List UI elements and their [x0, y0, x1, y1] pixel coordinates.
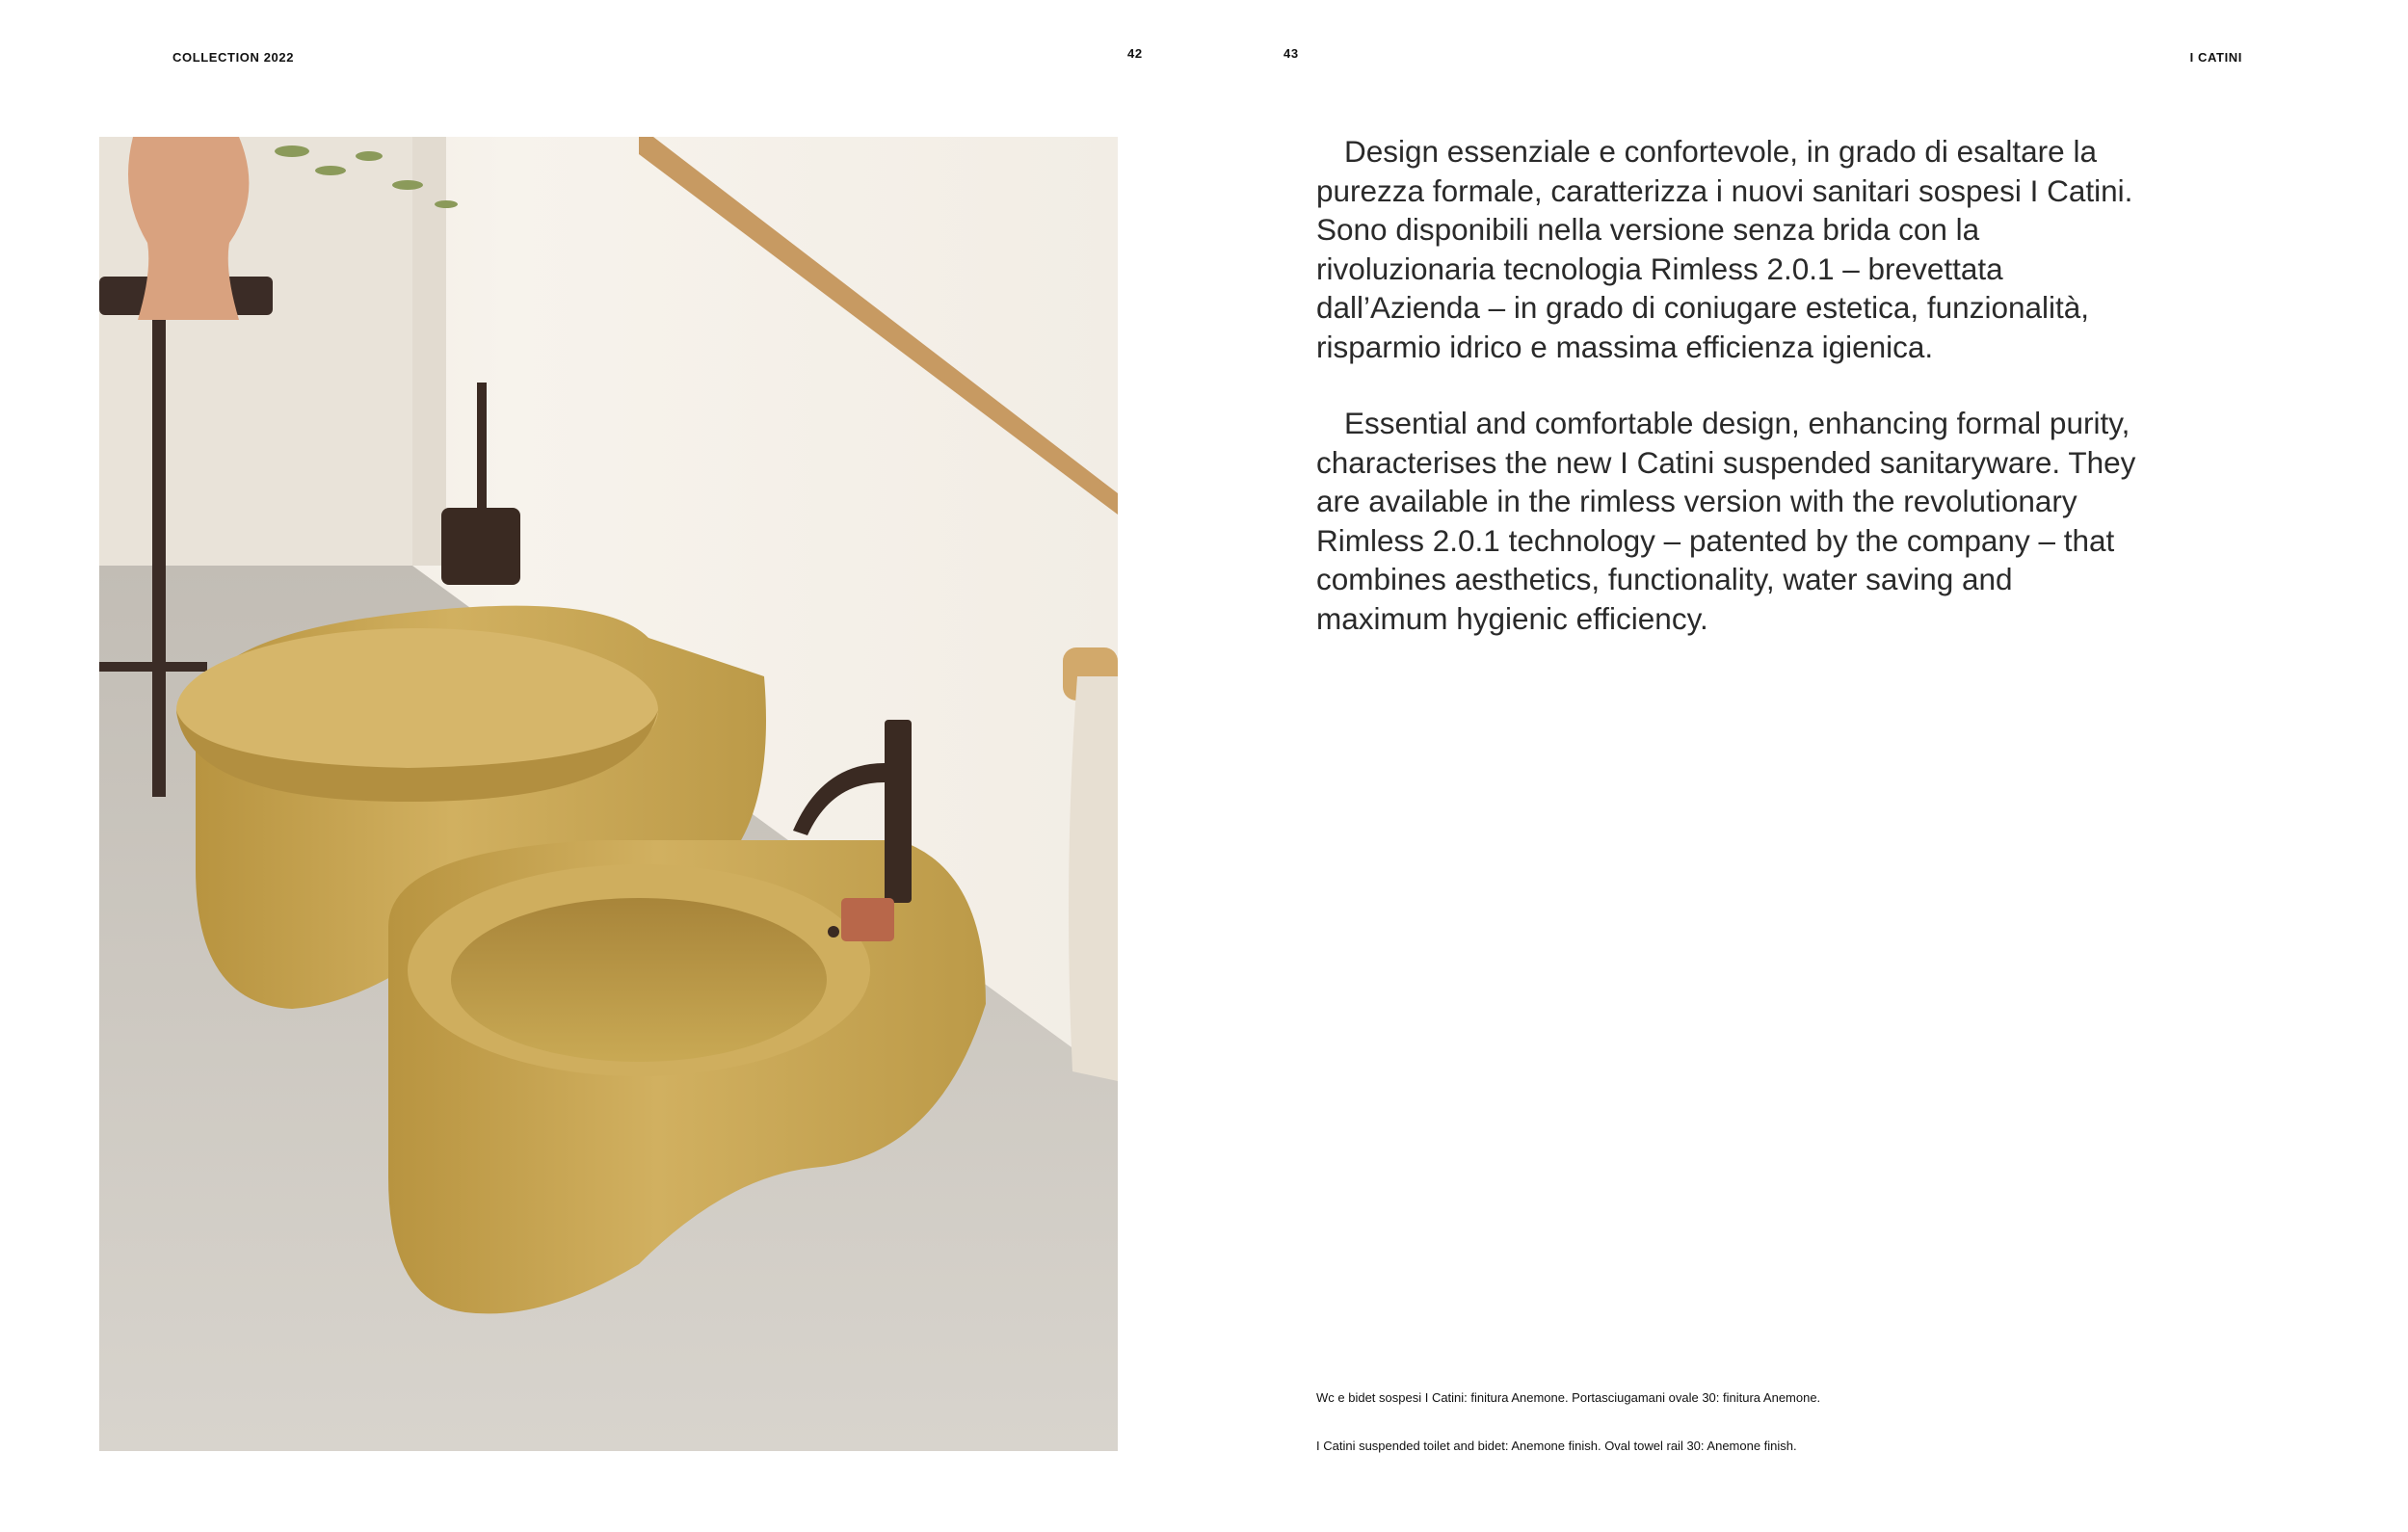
product-photo	[99, 137, 1118, 1451]
caption-italian: Wc e bidet sospesi I Catini: finitura Anemone. Portasciugamani ovale 30: finitura Anemone.	[1316, 1390, 1821, 1405]
description-english: Essential and comfortable design, enhancing formal purity, characterises the new I Catini suspended sanitaryware. They are available in the rimless version with the revolutionary Rimless 2.0.1 technology – patented by the company – that combines aesthetics, functionality, water saving and maximum hygienic efficiency.	[1316, 406, 2136, 636]
section-label: I CATINI	[2189, 50, 2242, 65]
page-number-right: 43	[1283, 46, 1299, 61]
caption-english: I Catini suspended toilet and bidet: Anemone finish. Oval towel rail 30: Anemone finish.	[1316, 1439, 1797, 1453]
page-number-left: 42	[1127, 46, 1143, 61]
collection-label: COLLECTION 2022	[172, 50, 295, 65]
description-italian: Design essenziale e confortevole, in grado di esaltare la purezza formale, caratterizza i nuovi sanitari sospesi I Catini. Sono disponibili nella versione senza brida con la rivoluzionaria tecnologia Rimless 2.0.1 – brevettata dall’Azienda – in grado di coniugare estetica, funzionalità, risparmio idrico e massima efficienza igienica.	[1316, 134, 2133, 364]
